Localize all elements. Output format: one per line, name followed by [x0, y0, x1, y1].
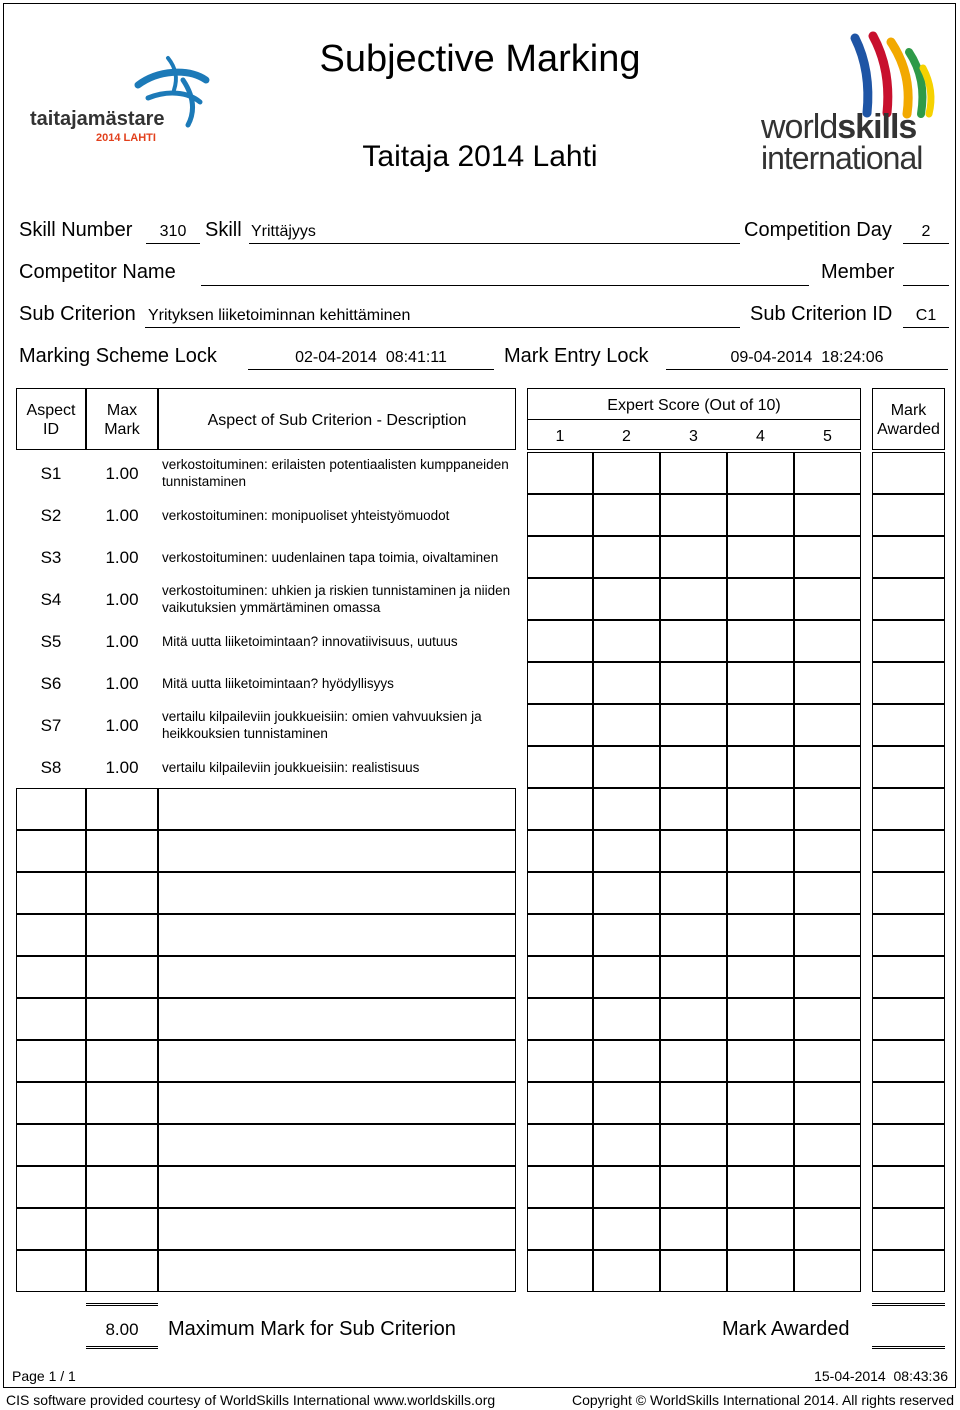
expert-number-4: 4	[756, 428, 765, 445]
expert-score-cell[interactable]	[660, 452, 727, 494]
empty-cell	[86, 872, 158, 914]
empty-cell	[86, 956, 158, 998]
expert-score-cell[interactable]	[527, 1166, 593, 1208]
mark-entry-lock-label: Mark Entry Lock	[504, 345, 649, 367]
empty-cell	[16, 1082, 86, 1124]
aspect-id: S4	[40, 590, 62, 609]
empty-cell	[158, 1250, 516, 1292]
expert-score-cell[interactable]	[727, 620, 794, 662]
mark-awarded-cell[interactable]	[872, 914, 945, 956]
expert-score-cell[interactable]	[794, 1124, 861, 1166]
page-subtitle: Taitaja 2014 Lahti	[362, 140, 598, 173]
empty-cell	[86, 788, 158, 830]
expert-score-cell[interactable]	[527, 914, 593, 956]
expert-score-cell[interactable]	[527, 746, 593, 788]
expert-number-2: 2	[622, 428, 631, 445]
expert-score-cell[interactable]	[527, 956, 593, 998]
expert-score-cell[interactable]	[593, 1082, 660, 1124]
mark-awarded-cell[interactable]	[872, 452, 945, 494]
empty-cell	[16, 1124, 86, 1166]
mark-awarded-cell[interactable]	[872, 1166, 945, 1208]
max-mark: 1.00	[105, 632, 139, 651]
empty-cell	[16, 998, 86, 1040]
aspect-description-text: Mitä uutta liiketoimintaan? hyödyllisyys	[162, 675, 394, 691]
empty-cell	[86, 1250, 158, 1292]
expert-score-cell[interactable]	[527, 452, 593, 494]
aspect-id: S8	[40, 758, 62, 777]
expert-score-cell[interactable]	[727, 746, 794, 788]
expert-score-cell[interactable]	[660, 578, 727, 620]
expert-score-cell[interactable]	[593, 830, 660, 872]
expert-score-cell[interactable]	[527, 620, 593, 662]
expert-score-cell[interactable]	[660, 620, 727, 662]
expert-score-cell[interactable]	[593, 998, 660, 1040]
expert-score-cell[interactable]	[660, 914, 727, 956]
expert-score-cell[interactable]	[527, 788, 593, 830]
aspect-description	[162, 662, 514, 704]
header-mark-awarded: Mark Awarded	[877, 402, 940, 438]
competition-day-value: 2	[921, 223, 931, 240]
expert-score-cell[interactable]	[794, 746, 861, 788]
mark-awarded-cell[interactable]	[872, 1124, 945, 1166]
expert-score-cell[interactable]	[593, 620, 660, 662]
expert-score-cell[interactable]	[794, 1040, 861, 1082]
expert-score-cell[interactable]	[794, 662, 861, 704]
expert-score-cell[interactable]	[660, 1124, 727, 1166]
expert-score-cell[interactable]	[727, 1166, 794, 1208]
empty-cell	[16, 1040, 86, 1082]
max-mark: 1.00	[105, 590, 139, 609]
total-mark-awarded-field[interactable]	[872, 1310, 945, 1346]
total-max-mark: 8.00	[105, 1320, 139, 1339]
software-credit: CIS software provided courtesy of WorldSkills International www.worldskills.org	[6, 1392, 496, 1408]
expert-score-cell[interactable]	[727, 1124, 794, 1166]
aspect-description	[162, 452, 514, 494]
expert-score-cell[interactable]	[727, 494, 794, 536]
member-label: Member	[821, 261, 895, 283]
expert-score-cell[interactable]	[727, 1208, 794, 1250]
expert-score-cell[interactable]	[727, 956, 794, 998]
empty-cell	[158, 956, 516, 998]
expert-number-3: 3	[689, 428, 698, 445]
mark-awarded-cell[interactable]	[872, 872, 945, 914]
header-aspect-id: Aspect ID	[26, 402, 76, 438]
copyright-notice: Copyright © WorldSkills International 2014. All rights reserved	[571, 1392, 954, 1408]
expert-score-cell[interactable]	[593, 1166, 660, 1208]
marking-scheme-lock-label: Marking Scheme Lock	[19, 345, 217, 367]
expert-score-cell[interactable]	[593, 452, 660, 494]
empty-cell	[158, 998, 516, 1040]
empty-cell	[16, 830, 86, 872]
competitor-name-label: Competitor Name	[19, 261, 176, 283]
skill-value: Yrittäjyys	[251, 223, 316, 240]
mark-awarded-cell[interactable]	[872, 578, 945, 620]
expert-score-cell[interactable]	[794, 452, 861, 494]
max-mark-label: Maximum Mark for Sub Criterion	[168, 1318, 456, 1340]
empty-cell	[16, 956, 86, 998]
sub-criterion-id-value: C1	[915, 307, 937, 324]
expert-score-cell[interactable]	[660, 494, 727, 536]
empty-cell	[158, 1208, 516, 1250]
sub-criterion-value: Yrityksen liiketoiminnan kehittäminen	[148, 307, 411, 324]
aspect-description-text: vertailu kilpaileviin joukkueisiin: realistisuus	[162, 759, 420, 775]
expert-score-cell[interactable]	[593, 788, 660, 830]
expert-score-cell[interactable]	[660, 1166, 727, 1208]
max-mark: 1.00	[105, 716, 139, 735]
aspect-description-text: Mitä uutta liiketoimintaan? innovatiivisuus, uutuus	[162, 633, 458, 649]
expert-number-5: 5	[823, 428, 832, 445]
expert-score-cell[interactable]	[593, 662, 660, 704]
expert-score-cell[interactable]	[727, 872, 794, 914]
mark-awarded-cell[interactable]	[872, 536, 945, 578]
expert-score-cell[interactable]	[527, 578, 593, 620]
mark-awarded-cell[interactable]	[872, 1208, 945, 1250]
expert-score-cell[interactable]	[593, 956, 660, 998]
mark-awarded-cell[interactable]	[872, 998, 945, 1040]
mark-awarded-cell[interactable]	[872, 1082, 945, 1124]
aspect-description-text: verkostoituminen: uhkien ja riskien tunnistaminen ja niiden vaikutuksien ymmärtäminen omassa	[162, 583, 511, 615]
empty-cell	[16, 914, 86, 956]
expert-score-cell[interactable]	[794, 1208, 861, 1250]
expert-score-cell[interactable]	[660, 998, 727, 1040]
worldskills-logo-international: international	[761, 140, 923, 176]
aspect-id: S3	[40, 548, 62, 567]
header-expert-score: Expert Score (Out of 10)	[607, 397, 781, 414]
empty-cell	[16, 1208, 86, 1250]
sub-criterion-id-label: Sub Criterion ID	[750, 303, 893, 325]
expert-score-cell[interactable]	[527, 1082, 593, 1124]
competition-day-label: Competition Day	[744, 219, 892, 241]
page-number: Page 1 / 1	[12, 1368, 76, 1384]
empty-cell	[158, 1166, 516, 1208]
aspect-description-text: vertailu kilpaileviin joukkueisiin: omien vahvuuksien ja heikkouksien tunnistaminen	[162, 709, 482, 741]
expert-score-cell[interactable]	[593, 1040, 660, 1082]
empty-cell	[16, 788, 86, 830]
mark-awarded-cell[interactable]	[872, 704, 945, 746]
expert-score-cell[interactable]	[794, 998, 861, 1040]
expert-score-cell[interactable]	[660, 830, 727, 872]
expert-score-cell[interactable]	[593, 914, 660, 956]
expert-score-cell[interactable]	[593, 872, 660, 914]
empty-cell	[158, 1040, 516, 1082]
worldskills-logo-skills: skills	[837, 108, 917, 146]
empty-cell	[158, 830, 516, 872]
mark-awarded-cell[interactable]	[872, 746, 945, 788]
aspect-description-text: verkostoituminen: erilaisten potentiaalisten kumppaneiden tunnistaminen	[162, 457, 509, 489]
empty-cell	[86, 1208, 158, 1250]
taitaja-logo-text: taitajamästare	[30, 108, 165, 130]
aspect-description	[162, 704, 514, 746]
expert-score-cell[interactable]	[660, 872, 727, 914]
expert-score-cell[interactable]	[660, 704, 727, 746]
expert-score-cell[interactable]	[527, 536, 593, 578]
expert-score-cell[interactable]	[527, 872, 593, 914]
mark-awarded-cell[interactable]	[872, 1040, 945, 1082]
expert-score-cell[interactable]	[527, 704, 593, 746]
expert-score-cell[interactable]	[794, 1082, 861, 1124]
expert-number-1: 1	[555, 428, 565, 445]
mark-awarded-cell[interactable]	[872, 662, 945, 704]
expert-score-cell[interactable]	[660, 1208, 727, 1250]
expert-score-cell[interactable]	[527, 1250, 593, 1292]
expert-score-cell[interactable]	[794, 914, 861, 956]
empty-cell	[158, 1124, 516, 1166]
empty-cell	[158, 788, 516, 830]
expert-score-cell[interactable]	[794, 956, 861, 998]
aspect-id: S7	[40, 716, 62, 735]
aspect-id: S6	[40, 674, 62, 693]
expert-score-cell[interactable]	[727, 536, 794, 578]
mark-awarded-summary-label: Mark Awarded	[722, 1318, 850, 1340]
expert-score-cell[interactable]	[727, 1250, 794, 1292]
empty-cell	[158, 914, 516, 956]
aspect-description	[162, 578, 514, 620]
expert-score-cell[interactable]	[527, 998, 593, 1040]
expert-score-cell[interactable]	[527, 494, 593, 536]
empty-cell	[158, 872, 516, 914]
expert-score-cell[interactable]	[660, 956, 727, 998]
header-max-mark: Max Mark	[104, 402, 140, 438]
expert-score-cell[interactable]	[527, 662, 593, 704]
empty-cell	[86, 998, 158, 1040]
skill-label: Skill	[205, 219, 242, 241]
expert-score-cell[interactable]	[794, 830, 861, 872]
expert-score-cell[interactable]	[727, 1040, 794, 1082]
expert-score-cell[interactable]	[727, 788, 794, 830]
expert-score-cell[interactable]	[660, 1250, 727, 1292]
worldskills-logo-world: world	[761, 108, 838, 146]
mark-awarded-cell[interactable]	[872, 494, 945, 536]
max-mark: 1.00	[105, 758, 139, 777]
aspect-description-text: verkostoituminen: monipuoliset yhteistyömuodot	[162, 507, 450, 523]
expert-score-cell[interactable]	[593, 1250, 660, 1292]
mark-entry-lock-value: 09-04-2014 18:24:06	[730, 349, 884, 366]
empty-cell	[86, 1166, 158, 1208]
header-description: Aspect of Sub Criterion - Description	[207, 412, 467, 429]
aspect-id: S5	[40, 632, 62, 651]
expert-score-cell[interactable]	[727, 662, 794, 704]
expert-score-cell[interactable]	[727, 452, 794, 494]
mark-awarded-cell[interactable]	[872, 788, 945, 830]
aspect-description	[162, 536, 514, 578]
print-timestamp: 15-04-2014 08:43:36	[814, 1368, 948, 1384]
max-mark: 1.00	[105, 674, 139, 693]
expert-score-cell[interactable]	[727, 578, 794, 620]
empty-cell	[158, 1082, 516, 1124]
empty-cell	[86, 1082, 158, 1124]
expert-score-cell[interactable]	[593, 578, 660, 620]
mark-awarded-cell[interactable]	[872, 1250, 945, 1292]
max-mark: 1.00	[105, 464, 139, 483]
aspect-description	[162, 494, 514, 536]
taitaja-logo-sub: 2014 LAHTI	[96, 132, 156, 144]
aspect-description	[162, 620, 514, 662]
expert-score-cell[interactable]	[660, 788, 727, 830]
aspect-id: S2	[40, 506, 62, 525]
max-mark: 1.00	[105, 506, 139, 525]
page-title: Subjective Marking	[319, 38, 641, 80]
expert-score-cell[interactable]	[660, 662, 727, 704]
skill-number-label: Skill Number	[19, 219, 133, 241]
mark-awarded-cell[interactable]	[872, 830, 945, 872]
aspect-description	[162, 746, 514, 788]
empty-cell	[86, 1124, 158, 1166]
mark-awarded-cell[interactable]	[872, 620, 945, 662]
empty-cell	[16, 872, 86, 914]
expert-score-cell[interactable]	[593, 704, 660, 746]
expert-score-cell[interactable]	[794, 536, 861, 578]
expert-score-cell[interactable]	[794, 1166, 861, 1208]
expert-score-cell[interactable]	[794, 1250, 861, 1292]
expert-score-cell[interactable]	[794, 578, 861, 620]
expert-score-cell[interactable]	[593, 1124, 660, 1166]
empty-cell	[16, 1166, 86, 1208]
expert-score-cell[interactable]	[727, 1082, 794, 1124]
expert-score-cell[interactable]	[794, 788, 861, 830]
expert-score-cell[interactable]	[794, 872, 861, 914]
expert-score-cell[interactable]	[660, 1040, 727, 1082]
expert-score-cell[interactable]	[727, 830, 794, 872]
expert-score-cell[interactable]	[794, 494, 861, 536]
marking-scheme-lock-value: 02-04-2014 08:41:11	[295, 349, 447, 366]
empty-cell	[86, 1040, 158, 1082]
empty-cell	[86, 830, 158, 872]
max-mark: 1.00	[105, 548, 139, 567]
sub-criterion-label: Sub Criterion	[19, 303, 136, 325]
expert-score-cell[interactable]	[660, 536, 727, 578]
expert-score-cell[interactable]	[727, 914, 794, 956]
expert-score-cell[interactable]	[527, 1040, 593, 1082]
expert-score-cell[interactable]	[593, 746, 660, 788]
expert-score-cell[interactable]	[593, 494, 660, 536]
expert-score-cell[interactable]	[727, 998, 794, 1040]
expert-score-cell[interactable]	[527, 1208, 593, 1250]
mark-awarded-cell[interactable]	[872, 956, 945, 998]
empty-cell	[16, 1250, 86, 1292]
expert-score-cell[interactable]	[794, 620, 861, 662]
expert-score-cell[interactable]	[660, 1082, 727, 1124]
expert-score-cell[interactable]	[527, 1124, 593, 1166]
expert-score-cell[interactable]	[593, 536, 660, 578]
expert-score-cell[interactable]	[727, 704, 794, 746]
aspect-description-text: verkostoituminen: uudenlainen tapa toimia, oivaltaminen	[162, 549, 499, 565]
expert-score-cell[interactable]	[660, 746, 727, 788]
expert-score-cell[interactable]	[527, 830, 593, 872]
skill-number-value: 310	[159, 223, 187, 240]
expert-score-cell[interactable]	[593, 1208, 660, 1250]
empty-cell	[86, 914, 158, 956]
aspect-id: S1	[40, 464, 62, 483]
expert-score-cell[interactable]	[794, 704, 861, 746]
